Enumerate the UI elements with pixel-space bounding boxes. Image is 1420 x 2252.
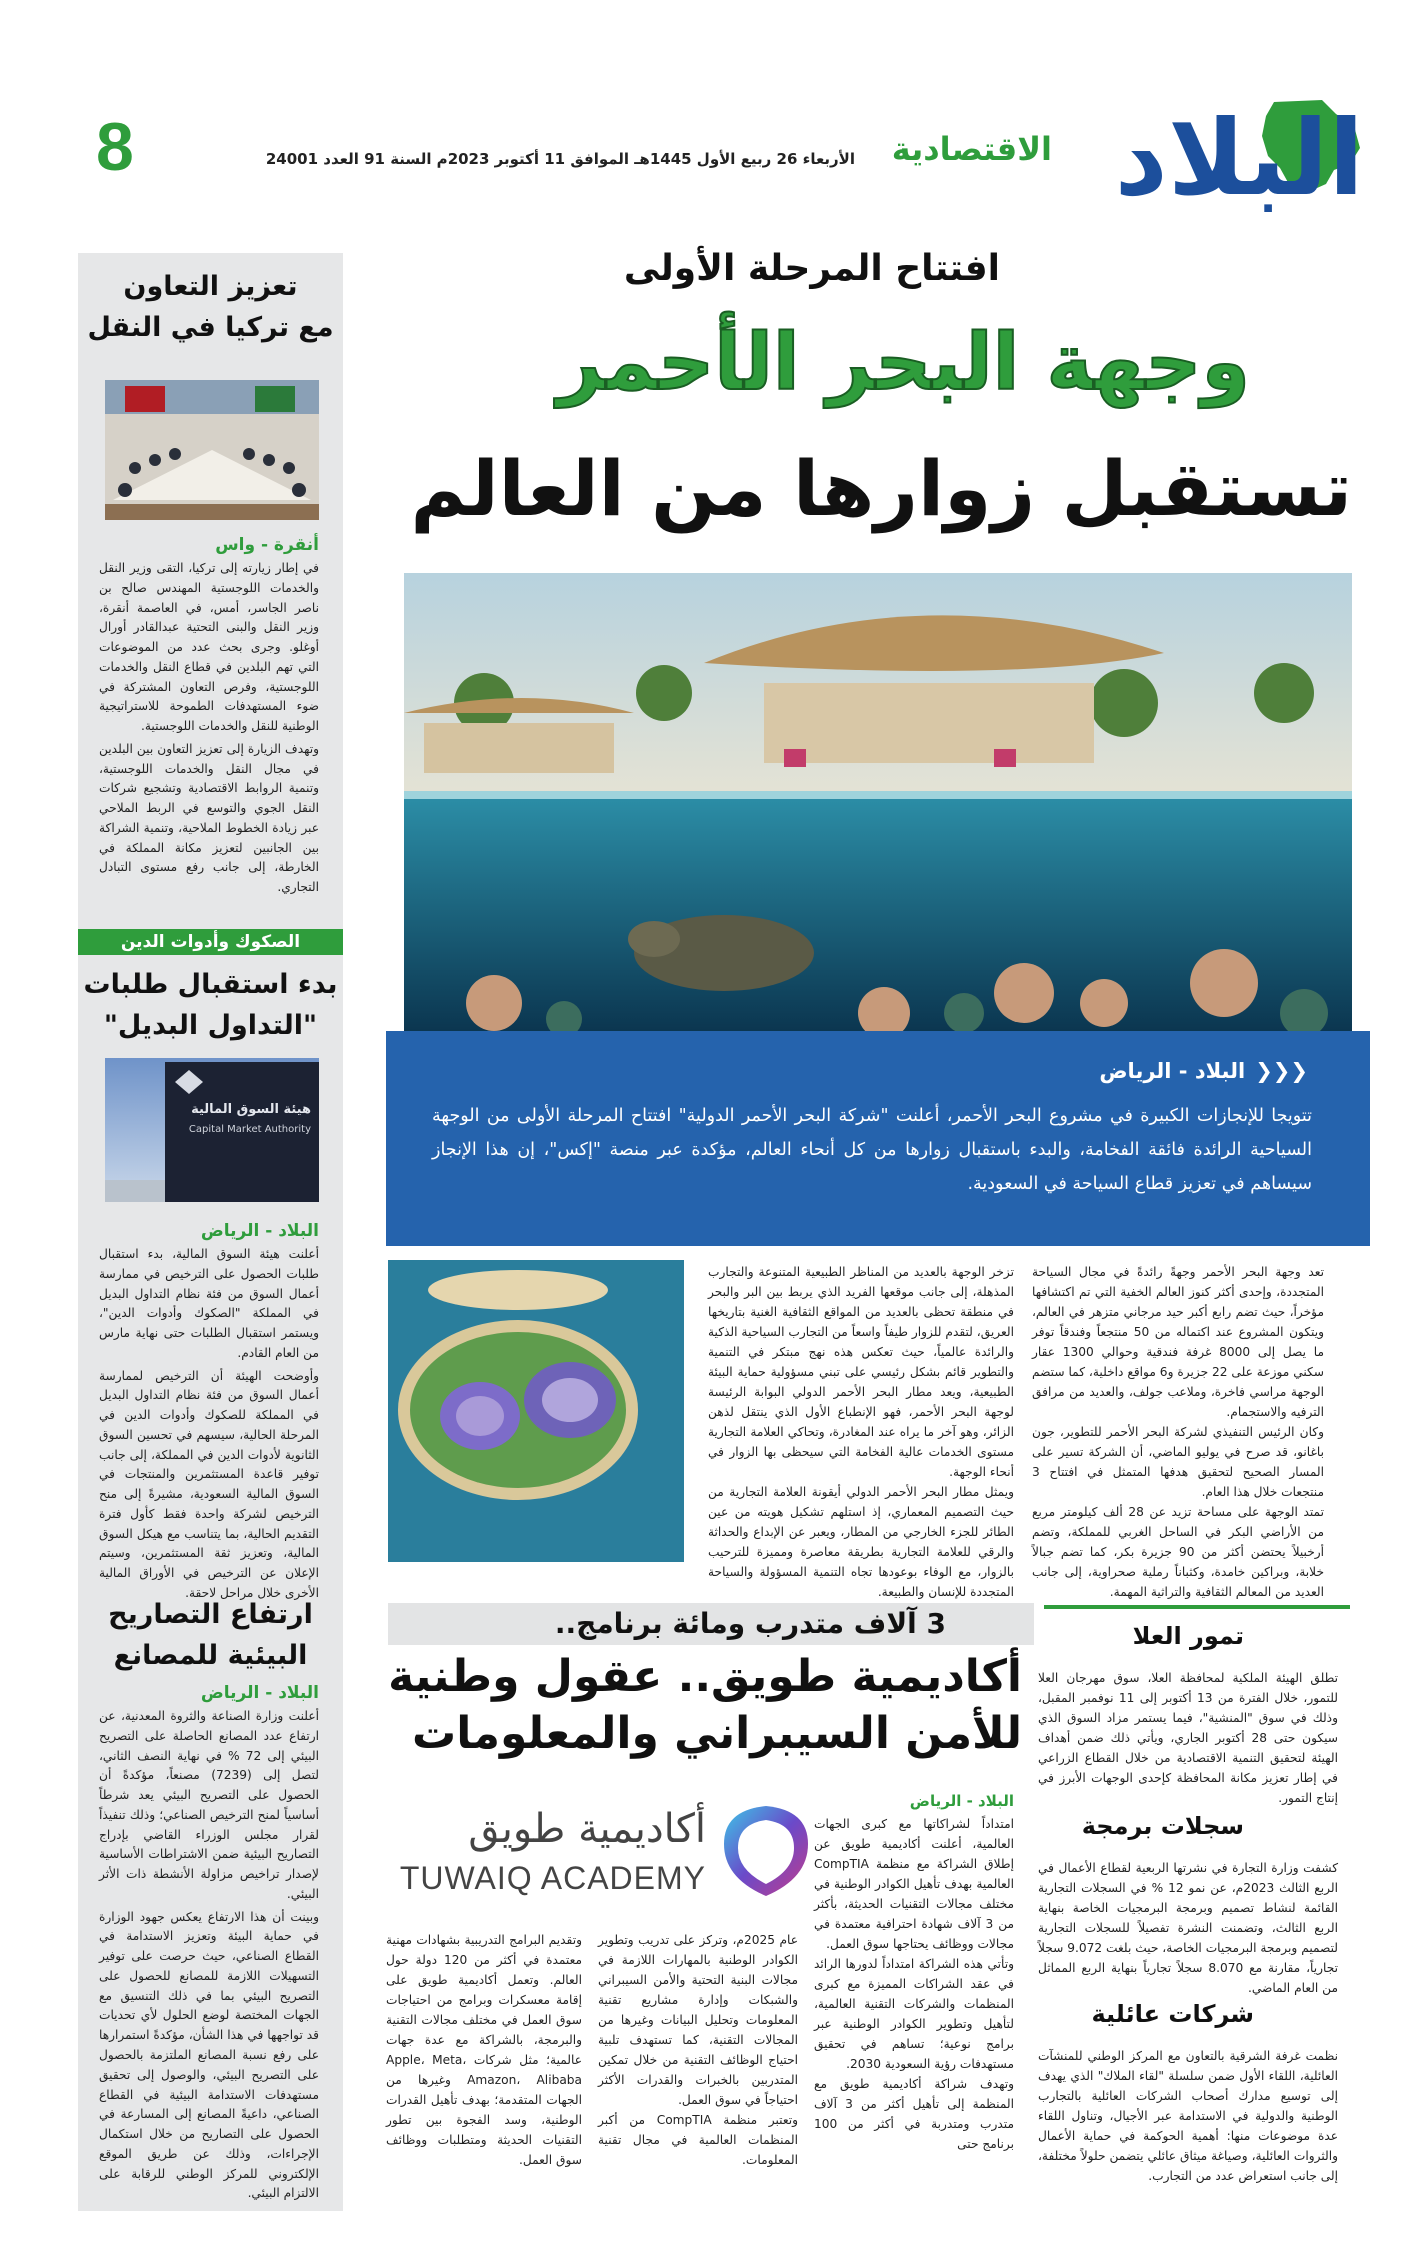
- brief-body: نظمت غرفة الشرقية بالتعاون مع المركز الوطني للمنشآت العائلية، اللقاء الأول ضمن سلسلة "لقاء الملاك" الذي يهدف إلى توسيع مدارك أصحاب الشركات العائلية بالتجارب الوطنية والدولية في الاستدامة عبر الأجيال، وتناول اللقاء عدة موضوعات منها: أهمية الحوكمة في حماية الأعمال والثروات العائلية، وصياغة ميثاق عائلي يتضمن حلولاً مختلفة، إلى جانب استعراض عدد من التجارب.: [1038, 2049, 1338, 2183]
- sign-arabic: هيئة السوق المالية: [191, 1102, 311, 1117]
- meeting-photo: [105, 380, 319, 520]
- brief-title: سجلات برمجة: [1081, 1812, 1244, 1840]
- logo-text: البلاد: [1114, 97, 1364, 219]
- brief-body: تطلق الهيئة الملكية لمحافظة العلا، سوق مهرجان العلا للتمور، خلال الفترة من 13 أكتوبر إلى 11 نوفمبر المقبل، وذلك في سوق "المنشية"، فيما يستمر مزاد السوق الذي سيكون حتى 28 أكتوبر الجاري، ويأتي ذلك ضمن أهداف الهيئة لتحقيق التنمية الاقتصادية من خلال القطاع الزراعي في إطار تعزيز مكانة المحافظة كإحدى الوجهات الأبرز في إنتاج التمور.: [1038, 1671, 1339, 1805]
- story-title: تعزيز التعاون: [123, 271, 298, 302]
- story-body: أعلنت هيئة السوق المالية، بدء استقبال طلبات الحصول على الترخيص في ممارسة أعمال السوق من فئة نظام التداول البديل في المملكة "الصكوك وأدوات الدين"، ويستمر استقبال الطلبات حتى نهاية مارس من العام القادم. وأوضحت الهيئة أن الترخيص لممارسة أعمال السوق من فئة نظام التداول البديل في المملكة للصكوك وأدوات الدين في المرحلة الحالية، سيسهم في تحسين السوق الثانوية لأدوات الدين في المملكة، إلى جانب توفير قاعدة المستثمرين والمنتجات في السوق المالية السعودية، مشيرةً إلى منح الترخيص لشركة واحدة فقط كأول فترة التقديم الحالية، بما يتناسب مع هيكل السوق المالية، وتعزيز ثقة المستثمرين، وسيتم الإعلان عن الترخيص في الأوراق المالية الأخرى خلال مراحل لاحقة.: [99, 1247, 319, 1601]
- section-rule: [1044, 1605, 1350, 1609]
- lead-intro: تتويجا للإنجازات الكبيرة في مشروع البحر الأحمر، أعلنت "شركة البحر الأحمر الدولية" افتتاح المرحلة الأولى من الوجهة السياحية الرائدة فائقة الفخامة، والبدء باستقبال زوارها من كل أنحاء العالم، مؤكدة عبر منصة "إكس"، إن هذا الإنجاز سيساهم في تعزيز قطاع السياحة في السعودية.: [432, 1106, 1312, 1195]
- lead-column-2: تزخر الوجهة بالعديد من المناظر الطبيعية المتنوعة والتجارب المذهلة، إلى جانب موقعها الفريد الذي يربط بين البر والبحر في منطقة تحظى بالعديد من المواقع الثقافية الغنية بتاريخها العريق، لتقدم للزوار طيفاً واسعاً من التجارب السياحية الذكية والرائدة عالمياً، حيث تعكس هذه نهج مبتكر في التنمية والتطوير قائم بشكل رئيسي على تبني مسؤولية حماية البيئة الطبيعية، ويعد مطار البحر الأحمر الدولي البوابة الرئيسة لوجهة البحر الأحمر، فهو الإنطباع الأول الذي ينتقل لذهن الزائر، وهو آخر ما يراه عند المغادرة، وتحاكي العلامة التجارية مستوى الخدمات عالية الفخامة التي سيحظى بها الزوار في أنحاء الوجهة. ويمثل مطار البحر الأحمر الدولي أيقونة العلامة التجارية من حيث التصميم المعماري، إذ استلهم تشكيل هويته من عين الطائر للجزء الخارجي من المطار، ويعبر عن الإبداع والحداثة والرقي للعلامة التجارية بطريقة معاصرة ومميزة للترحيب بالزوار، مع الوفاء بوعودها تجاه التنمية المسؤولة والسياحة المتجددة للإنسان والطبيعة.: [708, 1265, 1014, 1599]
- chevrons-icon: ❮❮❮: [1255, 1059, 1308, 1083]
- tuwaiq-kicker-bar: [388, 1603, 1034, 1645]
- lead-column-1: تعد وجهة البحر الأحمر وجهةً رائدةً في مجال السياحة المتجددة، وإحدى أكثر كنوز العالم الخفية التي تم اكتشافها مؤخراً، حيث تضم رابع أكبر حيد مرجاني متزهر في العالم، ويتكون المشروع عند اكتماله من 50 منتجعاً وفندقاً توفر ما يصل إلى 8000 غرفة فندقية وحوالي 1300 عقار سكني موزعة على 22 جزيرة و6 مواقع داخلية، كما ستضم الوجهة مراسي فاخرة، وملاعب جولف، والعديد من مرافق الترفيه والاستجمام. وكان الرئيس التنفيذي لشركة البحر الأحمر للتطوير، جون باغانو، قد صرح في يوليو الماضي، أن الشركة تسير على المسار الصحيح لتحقيق هدفها المتمثل في افتتاح 3 منتجعات خلال هذا العام. تمتد الوجهة على مساحة تزيد عن 28 ألف كيلومتر مربع من الأراضي البكر في الساحل الغربي للمملكة، وتضم أرخبيلاً يحتضن أكثر من 90 جزيرة بكر، كما تضم جبالاً خلابة، وبراكين خامدة، وكثباناً رملية صحراوية، إلى جانب العديد من المعالم الثقافية والتراثية المهمة.: [1032, 1265, 1325, 1599]
- tuwaiq-kicker: 3 آلاف متدرب ومائة برنامج..: [554, 1607, 946, 1640]
- story-title: "التداول البديل": [103, 1009, 318, 1041]
- brief-title: شركات عائلية: [1091, 2000, 1254, 2028]
- lead-intro-box: [386, 1031, 1370, 1246]
- dateline: الأربعاء 26 ربيع الأول 1445هـ الموافق 11 أكتوبر 2023م السنة 91 العدد 24001: [265, 150, 855, 168]
- story-body: في إطار زيارته إلى تركيا، التقى وزير النقل والخدمات اللوجستية المهندس صالح بن ناصر الجاسر، أمس، في العاصمة أنقرة، وزير النقل والبنى التحتية عبدالقادر أورال أوغلو. وجرى بحث عدد من الموضوعات التي تهم البلدين في قطاع النقل والخدمات اللوجستية، وفرص التعاون المشتركة في ضوء المستهدفات الطموحة للاستراتيجية الوطنية للنقل والخدمات اللوجستية. وتهدف الزيارة إلى تعزيز التعاون بين البلدين في مجال النقل والخدمات اللوجستية، وتنمية الروابط الاقتصادية وتشجيع شركات النقل الجوي والتوسع في الربط الملاحي عبر زيادة الخطوط الملاحية، وتنمية الشراكة بين الجانبين لتعزيز مكانة المملكة في الخارطة، إلى جانب رفع مستوى التبادل التجاري.: [99, 561, 319, 895]
- story-title: البيئية للمصانع: [113, 1639, 308, 1671]
- story-credit: البلاد - الرياض: [200, 1683, 319, 1703]
- brief-title: تمور العلا: [1132, 1622, 1244, 1650]
- story-body: أعلنت وزارة الصناعة والثروة المعدنية، عن ارتفاع عدد المصانع الحاصلة على التصريح البيئي إلى 72 % في نهاية النصف الثاني، لتصل إلى (7239) مصنعاً، مؤكدةً أن الحصول على التصريح البيئي يعد شرطاً أساسياً لمنح الترخيص الصناعي؛ وذلك تنفيذاً لقرار مجلس الوزراء القاضي بإدراج التصاريح البيئية ضمن الاشتراطات الأساسية لإصدار تراخيص مزاولة الأنشطة ذات الأثر البيئي. وبينت أن هذا الارتفاع يعكس جهود الوزارة في حماية البيئة وتعزيز الاستدامة في القطاع الصناعي، حيث حرصت على توفير التسهيلات اللازمة للمصانع للحصول على التصريح البيئي بما في ذلك التنسيق مع الجهات المختصة لوضع الحلول لأي تحديات قد تواجهها في هذا الشأن، مؤكدةً استمرارها على رفع نسبة المصانع الملتزمة بالحصول على التصريح البيئي، والوصول إلى تحقيق مستهدفات الاستدامة البيئية في القطاع الصناعي، داعيةً المصانع إلى المسارعة في الحصول على التصاريح من خلال استكمال الإجراءات، وذلك عن طريق الموقع الإلكتروني للمركز الوطني للرقابة على الالتزام البيئي.: [99, 1709, 320, 2201]
- story-title: بدء استقبال طلبات: [83, 969, 338, 1000]
- section-name: الاقتصادية: [891, 130, 1052, 168]
- sidebar: [78, 253, 343, 2211]
- story-credit: البلاد - الرياض: [909, 1792, 1014, 1810]
- lead-headline: وجهة البحر الأحمر: [557, 318, 1250, 408]
- story-title: ارتفاع التصاريح: [108, 1599, 313, 1630]
- airport-aerial-photo: [388, 1260, 684, 1562]
- tuwaiq-logo-english: TUWAIQ ACADEMY: [399, 1860, 706, 1896]
- newspaper-logo: [1064, 96, 1364, 222]
- story-credit: البلاد - الرياض: [200, 1221, 319, 1241]
- tuwaiq-column-1: امتداداً لشراكاتها مع كبرى الجهات العالمية، أعلنت أكاديمية طويق عن إطلاق الشراكة مع منظمة CompTIA العالمية بهدف تأهيل الكوادر الوطنية في مختلف مجالات التقنيات الحديثة، بأكثر من 3 آلاف شهادة احترافية معتمدة في مجالات ووظائف يحتاجها سوق العمل. وتأتي هذه الشراكة امتداداً لدورها الرائد في عقد الشراكات المميزة مع كبرى المنظمات والشركات التقنية العالمية، لتأهيل وتطوير الكوادر الوطنية عبر برامج نوعية؛ تساهم في تحقيق مستهدفات رؤية السعودية 2030. وتهدف شراكة أكاديمية طويق مع المنظمة إلى تأهيل أكثر من 3 آلاف متدرب ومتدربة في أكثر من 100 برنامج حتى: [814, 1817, 1014, 2151]
- lead-subheadline: تستقبل زوارها من العالم: [410, 444, 1352, 533]
- tuwaiq-headline: أكاديمية طويق.. عقول وطنية للأمن السيبراني والمعلومات: [388, 1651, 1022, 1760]
- tuwaiq-logo-arabic: أكاديمية طويق: [468, 1806, 706, 1852]
- category-tag: الصكوك وأدوات الدين: [78, 929, 343, 955]
- lead-credit: ❮❮❮البلاد - الرياض: [1099, 1059, 1308, 1083]
- tuwaiq-column-2: عام 2025م، وتركز على تدريب وتطوير الكوادر الوطنية بالمهارات اللازمة في مجالات البنية التحتية والأمن السيبراني والشبكات وإدارة مشاريع تقنية المعلومات وتحليل البيانات وغيرها من المجالات التقنية، كما تستهدف تلبية احتياج الوظائف التقنية من خلال تمكين المتدربين بالخبرات والقدرات الأكثر احتياجاً في سوق العمل. وتعتبر منظمة CompTIA من أكبر المنظمات العالمية في مجال تقنية المعلومات.: [598, 1933, 798, 2167]
- cma-building-photo: [105, 1058, 319, 1202]
- page-number: 8: [96, 109, 134, 185]
- tuwaiq-logo: [388, 1800, 816, 1900]
- story-credit: أنقرة - واس: [215, 535, 319, 555]
- lead-kicker: افتتاح المرحلة الأولى: [623, 248, 1000, 289]
- sign-english: Capital Market Authority: [188, 1124, 311, 1135]
- red-sea-resort-photo: [404, 573, 1352, 1031]
- story-title: مع تركيا في النقل: [87, 311, 334, 343]
- sidebar-story-turkey: [78, 267, 343, 348]
- brief-body: كشفت وزارة التجارة في نشرتها الربعية لقطاع الأعمال في الربع الثالث 2023م، عن نمو 12 % في السجلات التجارية القائمة لنشاط تصميم وبرمجة البرمجيات الخاصة بنهاية الربع الثالث، وتضمنت النشرة تفصيلاً للسجلات التجارية لتصميم وبرمجة البرمجيات الخاصة، حيث بلغت 9.072 سجلاً تجارياً، مقارنة مع 8.070 سجلاً تجارياً بنهاية الربع المماثل من العام الماضي.: [1038, 1861, 1338, 1995]
- sidebar-story-cma: [78, 965, 343, 1046]
- sidebar-story-factories: [78, 1595, 343, 1676]
- tuwaiq-column-3: وتقديم البرامج التدريبية بشهادات مهنية معتمدة في أكثر من 120 دولة حول العالم. وتعمل أكاديمية طويق على إقامة معسكرات وبرامج من احتياجات سوق العمل في مختلف مجالات التقنية والبرمجة، بالشراكة مع عدة جهات عالمية؛ مثل شركات Apple، Meta، Amazon، Alibaba وغيرها من الجهات المتقدمة؛ بهدف تأهيل القدرات الوطنية، وسد الفجوة بين تطور التقنيات الحديثة ومتطلبات ووظائف سوق العمل.: [386, 1933, 582, 2167]
- tuwaiq-emblem-icon: [716, 1800, 816, 1900]
